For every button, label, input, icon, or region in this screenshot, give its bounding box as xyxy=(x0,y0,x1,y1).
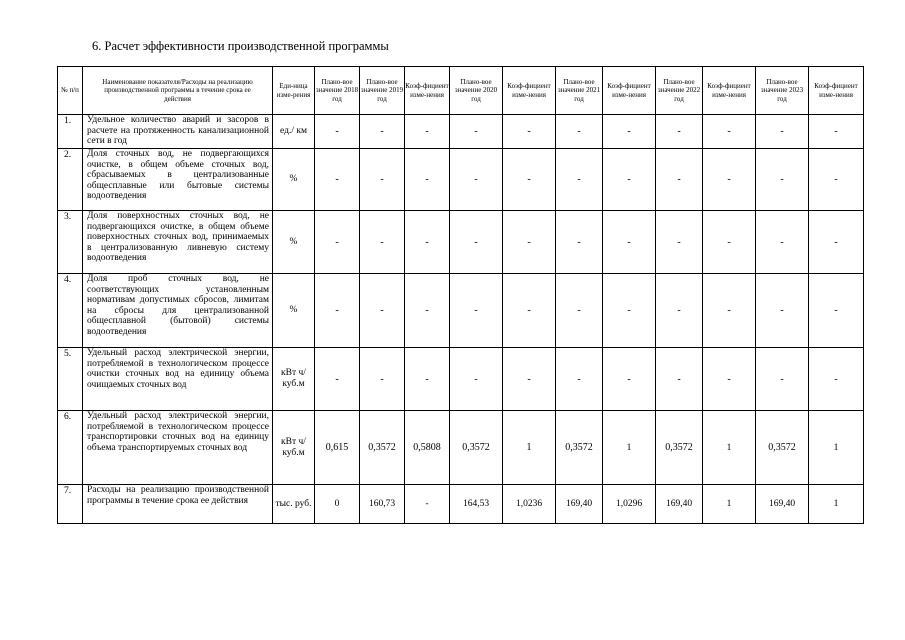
value-cell: - xyxy=(809,211,864,274)
value-cell: - xyxy=(405,149,450,211)
value-cell: - xyxy=(405,115,450,149)
value-cell: - xyxy=(756,115,809,149)
value-cell: - xyxy=(756,348,809,411)
value-cell: 1 xyxy=(703,411,756,485)
value-cell: - xyxy=(556,211,603,274)
value-cell: - xyxy=(405,348,450,411)
value-cell: - xyxy=(360,274,405,348)
value-cell: - xyxy=(315,115,360,149)
value-cell: 1 xyxy=(603,411,656,485)
table-row xyxy=(58,115,864,149)
value-cell: - xyxy=(360,149,405,211)
value-cell: 1 xyxy=(503,411,556,485)
header-row xyxy=(58,67,864,115)
value-cell: - xyxy=(809,149,864,211)
row-number: 1. xyxy=(58,115,83,149)
unit-cell: кВт ч/куб.м xyxy=(273,411,315,485)
value-cell: - xyxy=(503,149,556,211)
value-cell: - xyxy=(315,211,360,274)
value-cell: - xyxy=(703,115,756,149)
value-cell: - xyxy=(450,274,503,348)
value-cell: 1 xyxy=(809,485,864,524)
unit-cell: % xyxy=(273,149,315,211)
value-cell: - xyxy=(556,115,603,149)
value-cell: 164,53 xyxy=(450,485,503,524)
value-cell: 160,73 xyxy=(360,485,405,524)
value-cell: - xyxy=(656,274,703,348)
header-cell: Еди-ница изме-рения xyxy=(273,67,315,115)
row-number: 5. xyxy=(58,348,83,411)
value-cell: 0,5808 xyxy=(405,411,450,485)
value-cell: 0,3572 xyxy=(556,411,603,485)
value-cell: - xyxy=(703,348,756,411)
value-cell: - xyxy=(603,274,656,348)
value-cell: 0 xyxy=(315,485,360,524)
value-cell: - xyxy=(703,211,756,274)
value-cell: 0,615 xyxy=(315,411,360,485)
header-cell: Плано-вое значение 2022 год xyxy=(656,67,703,115)
section-title: 6. Расчет эффективности производственной программы xyxy=(92,39,389,53)
header-cell: Плано-вое значение 2018 год xyxy=(315,67,360,115)
value-cell: - xyxy=(503,211,556,274)
value-cell: 1 xyxy=(809,411,864,485)
value-cell: 169,40 xyxy=(556,485,603,524)
row-number: 4. xyxy=(58,274,83,348)
value-cell: 0,3572 xyxy=(360,411,405,485)
value-cell: - xyxy=(556,149,603,211)
unit-cell: ед./ км xyxy=(273,115,315,149)
header-cell: Коэф-фициент изме-нения xyxy=(503,67,556,115)
value-cell: 1,0236 xyxy=(503,485,556,524)
value-cell: - xyxy=(756,211,809,274)
indicator-name: Доля проб сточных вод, не соответствующих установленным нормативам допустимых сбросов, лимитам на сбросы для централизованной общесплавной (бытовой) системы водоотведения xyxy=(83,274,273,348)
header-cell: Наименование показателя/Расходы на реализацию производственной программы в течение срока ее действия xyxy=(83,67,273,115)
header-cell: Плано-вое значение 2019 год xyxy=(360,67,405,115)
value-cell: 169,40 xyxy=(756,485,809,524)
table-row xyxy=(58,211,864,274)
value-cell: - xyxy=(360,211,405,274)
value-cell: 1 xyxy=(703,485,756,524)
value-cell: - xyxy=(315,348,360,411)
value-cell: - xyxy=(503,274,556,348)
value-cell: 1,0296 xyxy=(603,485,656,524)
value-cell: - xyxy=(656,348,703,411)
table-row xyxy=(58,149,864,211)
value-cell: - xyxy=(603,115,656,149)
header-cell: Плано-вое значение 2021 год xyxy=(556,67,603,115)
value-cell: - xyxy=(503,348,556,411)
value-cell: 0,3572 xyxy=(656,411,703,485)
header-cell: Коэф-фициент изме-нения xyxy=(603,67,656,115)
value-cell: - xyxy=(809,115,864,149)
indicator-name: Удельный расход электрической энергии, потребляемой в технологическом процессе транспортировки сточных вод на единицу объема транспортируемых сточных вод xyxy=(83,411,273,485)
value-cell: - xyxy=(656,211,703,274)
value-cell: - xyxy=(450,348,503,411)
table-row xyxy=(58,411,864,485)
efficiency-table xyxy=(57,66,864,524)
value-cell: 0,3572 xyxy=(450,411,503,485)
value-cell: - xyxy=(405,274,450,348)
header-cell: Плано-вое значение 2020 год xyxy=(450,67,503,115)
value-cell: - xyxy=(450,115,503,149)
table-row xyxy=(58,274,864,348)
value-cell: - xyxy=(809,274,864,348)
value-cell: - xyxy=(703,274,756,348)
value-cell: - xyxy=(756,274,809,348)
header-cell: Плано-вое значение 2023 год xyxy=(756,67,809,115)
value-cell: 0,3572 xyxy=(756,411,809,485)
indicator-name: Расходы на реализацию производственной программы в течение срока ее действия xyxy=(83,485,273,524)
row-number: 2. xyxy=(58,149,83,211)
value-cell: - xyxy=(556,274,603,348)
indicator-name: Доля поверхностных сточных вод, не подвергающихся очистке, в общем объеме поверхностных сточных вод, принимаемых в централизованную ливневую систему водоотведения xyxy=(83,211,273,274)
value-cell: - xyxy=(656,115,703,149)
unit-cell: % xyxy=(273,211,315,274)
table-row xyxy=(58,348,864,411)
indicator-name: Удельный расход электрической энергии, потребляемой в технологическом процессе очистки сточных вод на единицу объема очищаемых сточных вод xyxy=(83,348,273,411)
header-cell: Коэф-фициент изме-нения xyxy=(809,67,864,115)
header-cell: № п/п xyxy=(58,67,83,115)
header-cell: Коэф-фициент изме-нения xyxy=(405,67,450,115)
value-cell: - xyxy=(656,149,703,211)
value-cell: - xyxy=(405,485,450,524)
value-cell: - xyxy=(360,348,405,411)
value-cell: - xyxy=(315,149,360,211)
value-cell: - xyxy=(603,211,656,274)
value-cell: - xyxy=(360,115,405,149)
value-cell: - xyxy=(603,348,656,411)
value-cell: - xyxy=(450,149,503,211)
value-cell: - xyxy=(703,149,756,211)
value-cell: - xyxy=(405,211,450,274)
indicator-name: Доля сточных вод, не подвергающихся очистке, в общем объеме сточных вод, сбрасываемых в централизованные общесплавные или бытовые системы водоотведения xyxy=(83,149,273,211)
value-cell: - xyxy=(556,348,603,411)
value-cell: - xyxy=(503,115,556,149)
value-cell: - xyxy=(315,274,360,348)
row-number: 7. xyxy=(58,485,83,524)
table-row xyxy=(58,485,864,524)
row-number: 3. xyxy=(58,211,83,274)
unit-cell: % xyxy=(273,274,315,348)
unit-cell: кВт ч/куб.м xyxy=(273,348,315,411)
row-number: 6. xyxy=(58,411,83,485)
value-cell: 169,40 xyxy=(656,485,703,524)
value-cell: - xyxy=(809,348,864,411)
value-cell: - xyxy=(450,211,503,274)
indicator-name: Удельное количество аварий и засоров в расчете на протяженность канализационной сети в год xyxy=(83,115,273,149)
header-cell: Коэф-фициент изме-нения xyxy=(703,67,756,115)
unit-cell: тыс. руб. xyxy=(273,485,315,524)
value-cell: - xyxy=(603,149,656,211)
value-cell: - xyxy=(756,149,809,211)
